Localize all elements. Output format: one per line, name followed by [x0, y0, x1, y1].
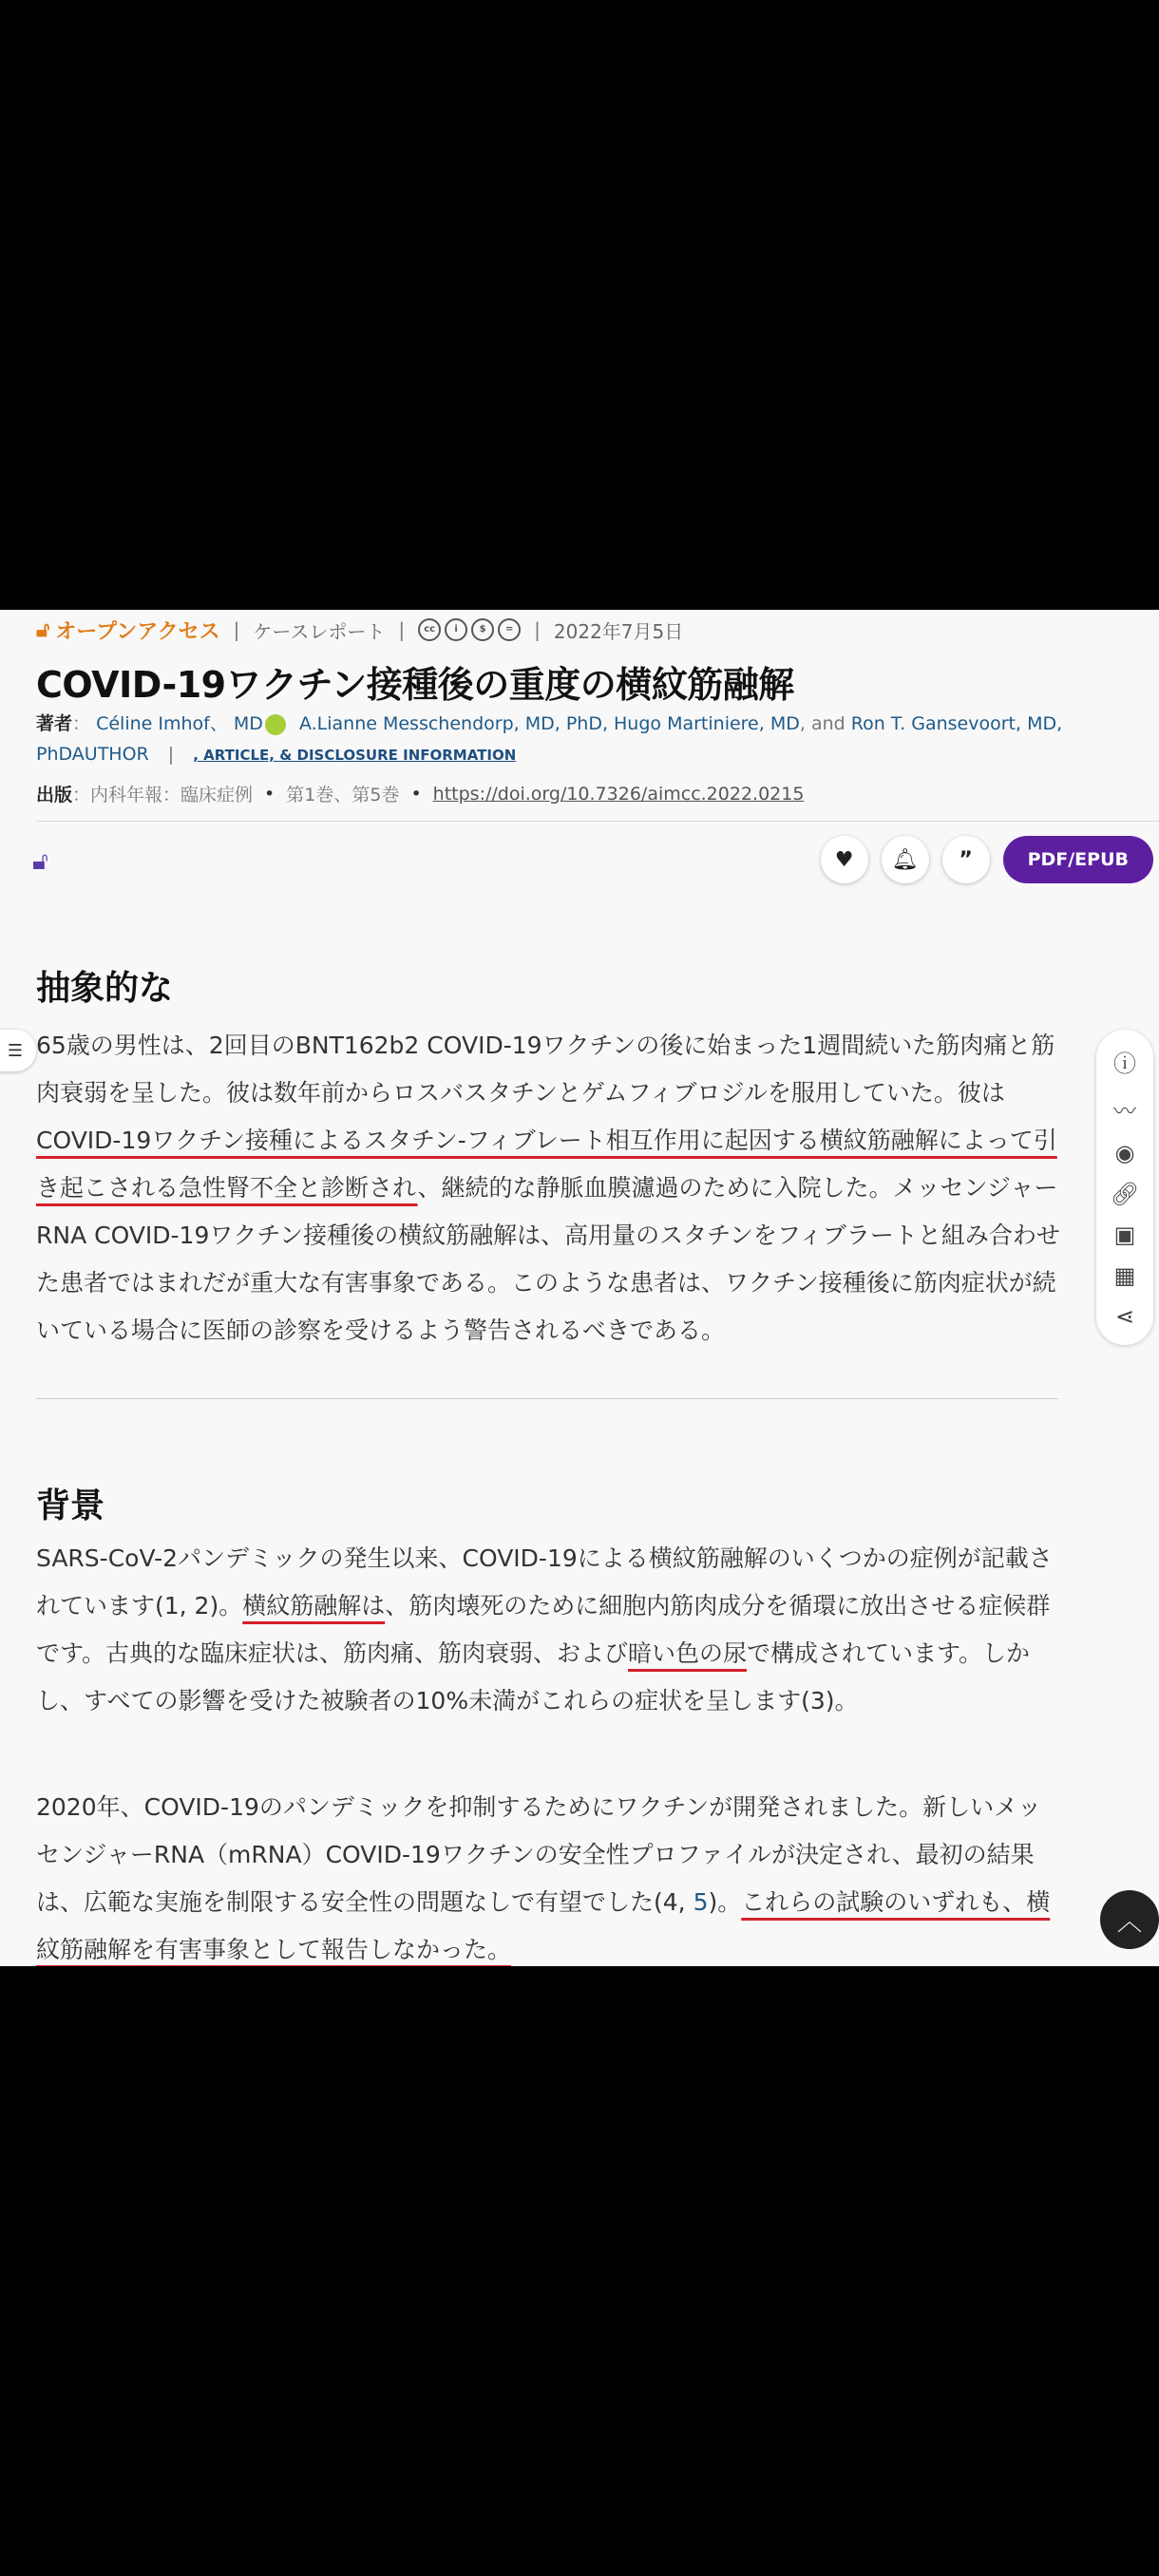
- background-paragraph-1: SARS-CoV-2パンデミックの発生以来、COVID-19による横紋筋融解のいくつかの症例が記載されています(1, 2)。横紋筋融解は、筋肉壊死のために細胞内筋肉成分を循環に放出させる症候群です。古典的な臨床症状は、筋肉痛、筋肉衰弱、および暗い色の尿で構成されています。しかし、すべての影響を受けた被験者の10%未満がこれらの症状を呈します(3)。: [36, 1544, 1053, 1714]
- highlighted-text: これらの試験のいずれも、横紋筋融解を有害事象として報告しなかった。: [36, 1888, 1051, 1963]
- abstract-paragraph: 65歳の男性は、2回目のBNT162b2 COVID-19ワクチンの後に始まった1週間続いた筋肉痛と筋肉衰弱を呈した。彼は数年前からロスバスタチンとゲムフィブロジルを服用していた。彼はCOVID-19ワクチン接種によるスタチン-フィブレート相互作用に起因する横紋筋融解によって引き起こされる急性腎不全と診断され、継続的な静脈血膜濾過のために入院した。メッセンジャーRNA COVID-19ワクチン接種後の横紋筋融解は、高用量のスタチンをフィブラートと組み合わせた患者ではまれだが重大な有害事象である。このような患者は、ワクチン接種後に筋肉症状が続いている場合に医師の診察を受けるよう警告されるべきである。: [36, 1032, 1060, 1344]
- publication-info: 出版 ： 内科年報：臨床症例 • 第1巻、第5巻 • https://doi.org/10.7326/aimcc.2022.0215: [36, 781, 804, 806]
- volume-info[interactable]: 第1巻、第5巻: [286, 785, 400, 805]
- authors-label: 著者: [36, 713, 73, 734]
- abstract-heading: 抽象的な: [36, 969, 174, 1008]
- highlighted-text: 横紋筋融解は: [242, 1592, 386, 1619]
- pdf-epub-button[interactable]: PDF/EPUB: [1003, 836, 1153, 883]
- by-icon: i: [445, 618, 467, 641]
- link-icon[interactable]: 🔗︎: [1110, 1180, 1140, 1207]
- table-icon[interactable]: ▦: [1113, 1262, 1136, 1290]
- author-link[interactable]: A.Lianne Messchendorp, MD, PhD, Hugo Martiniere, MD: [298, 713, 800, 734]
- author-list: 著者： Céline Imhof、 MD A.Lianne Messchendorp, MD, PhD, Hugo Martiniere, MD, and Ron T. Gansevoort, MD, PhDAUTHOR | , ARTICLE, & DISCLOSURE INFORMATION: [36, 713, 1063, 765]
- reference-link[interactable]: 5: [693, 1888, 709, 1916]
- metrics-icon[interactable]: 〰: [1113, 1097, 1136, 1125]
- open-lock-icon: 🔓︎: [36, 617, 50, 642]
- doi-link[interactable]: https://doi.org/10.7326/aimcc.2022.0215: [432, 783, 805, 805]
- article-toolbar: [821, 836, 1153, 883]
- license-icons[interactable]: [418, 618, 521, 641]
- orcid-icon[interactable]: [265, 714, 286, 735]
- info-icon[interactable]: ⓘ: [1113, 1050, 1136, 1077]
- bell-icon[interactable]: 🔔︎: [882, 836, 929, 883]
- article-page: [0, 610, 1159, 1966]
- nc-icon: $: [471, 618, 494, 641]
- publish-date: 2022年7月5日: [553, 619, 684, 643]
- chevron-up-icon: ︿: [1116, 1907, 1142, 1937]
- cc-icon: cc: [418, 618, 441, 641]
- divider: [36, 1398, 1058, 1399]
- nd-icon: =: [498, 618, 521, 641]
- highlighted-text: 暗い色の尿: [628, 1639, 748, 1667]
- background-heading: 背景: [36, 1487, 105, 1525]
- background-paragraph-2: 2020年、COVID-19のパンデミックを抑制するためにワクチンが開発されました。新しいメッセンジャーRNA（mRNA）COVID-19ワクチンの安全性プロファイルが決定され、最初の結果は、広範な実施を制限する安全性の問題なしで有望でした(4, 5)。これらの試験のいずれも、横紋筋融解を有害事象として報告しなかった。: [36, 1793, 1051, 1963]
- back-to-top-button[interactable]: [1100, 1890, 1159, 1949]
- highlighted-text: COVID-19ワクチン接種によるスタチン-フィブレート相互作用に起因する横紋筋融解によって引き起こされる急性腎不全と診断され: [36, 1127, 1057, 1202]
- divider: [36, 821, 1159, 822]
- side-tool-rail: [1096, 1030, 1153, 1345]
- article-type: ケースレポート: [253, 619, 386, 643]
- author-link[interactable]: Céline Imhof、 MD: [96, 713, 263, 734]
- article-meta-row: 🔓︎ オープンアクセス | ケースレポート | cc i $ = | 2022年7月5日: [36, 614, 683, 646]
- author-link[interactable]: PhDAUTHOR: [36, 744, 149, 765]
- article-title: COVID-19ワクチン接種後の重度の横紋筋融解: [36, 664, 794, 706]
- eye-icon[interactable]: ◉: [1114, 1139, 1135, 1166]
- open-lock-icon[interactable]: 🔓︎: [32, 847, 48, 876]
- disclosure-link[interactable]: , ARTICLE, & DISCLOSURE INFORMATION: [193, 747, 517, 764]
- quote-icon[interactable]: ”: [942, 836, 990, 883]
- image-icon[interactable]: ▣: [1113, 1222, 1136, 1249]
- journal-name[interactable]: 内科年報：臨床症例: [90, 785, 254, 805]
- publication-label: 出版: [36, 785, 73, 805]
- table-of-contents-icon[interactable]: ☰: [0, 1030, 36, 1071]
- favorite-add-icon[interactable]: ♥: [821, 836, 868, 883]
- share-icon[interactable]: ⋖: [1114, 1303, 1135, 1331]
- open-access-badge[interactable]: 🔓︎ オープンアクセス: [36, 617, 220, 644]
- author-link[interactable]: Ron T. Gansevoort, MD,: [850, 713, 1063, 734]
